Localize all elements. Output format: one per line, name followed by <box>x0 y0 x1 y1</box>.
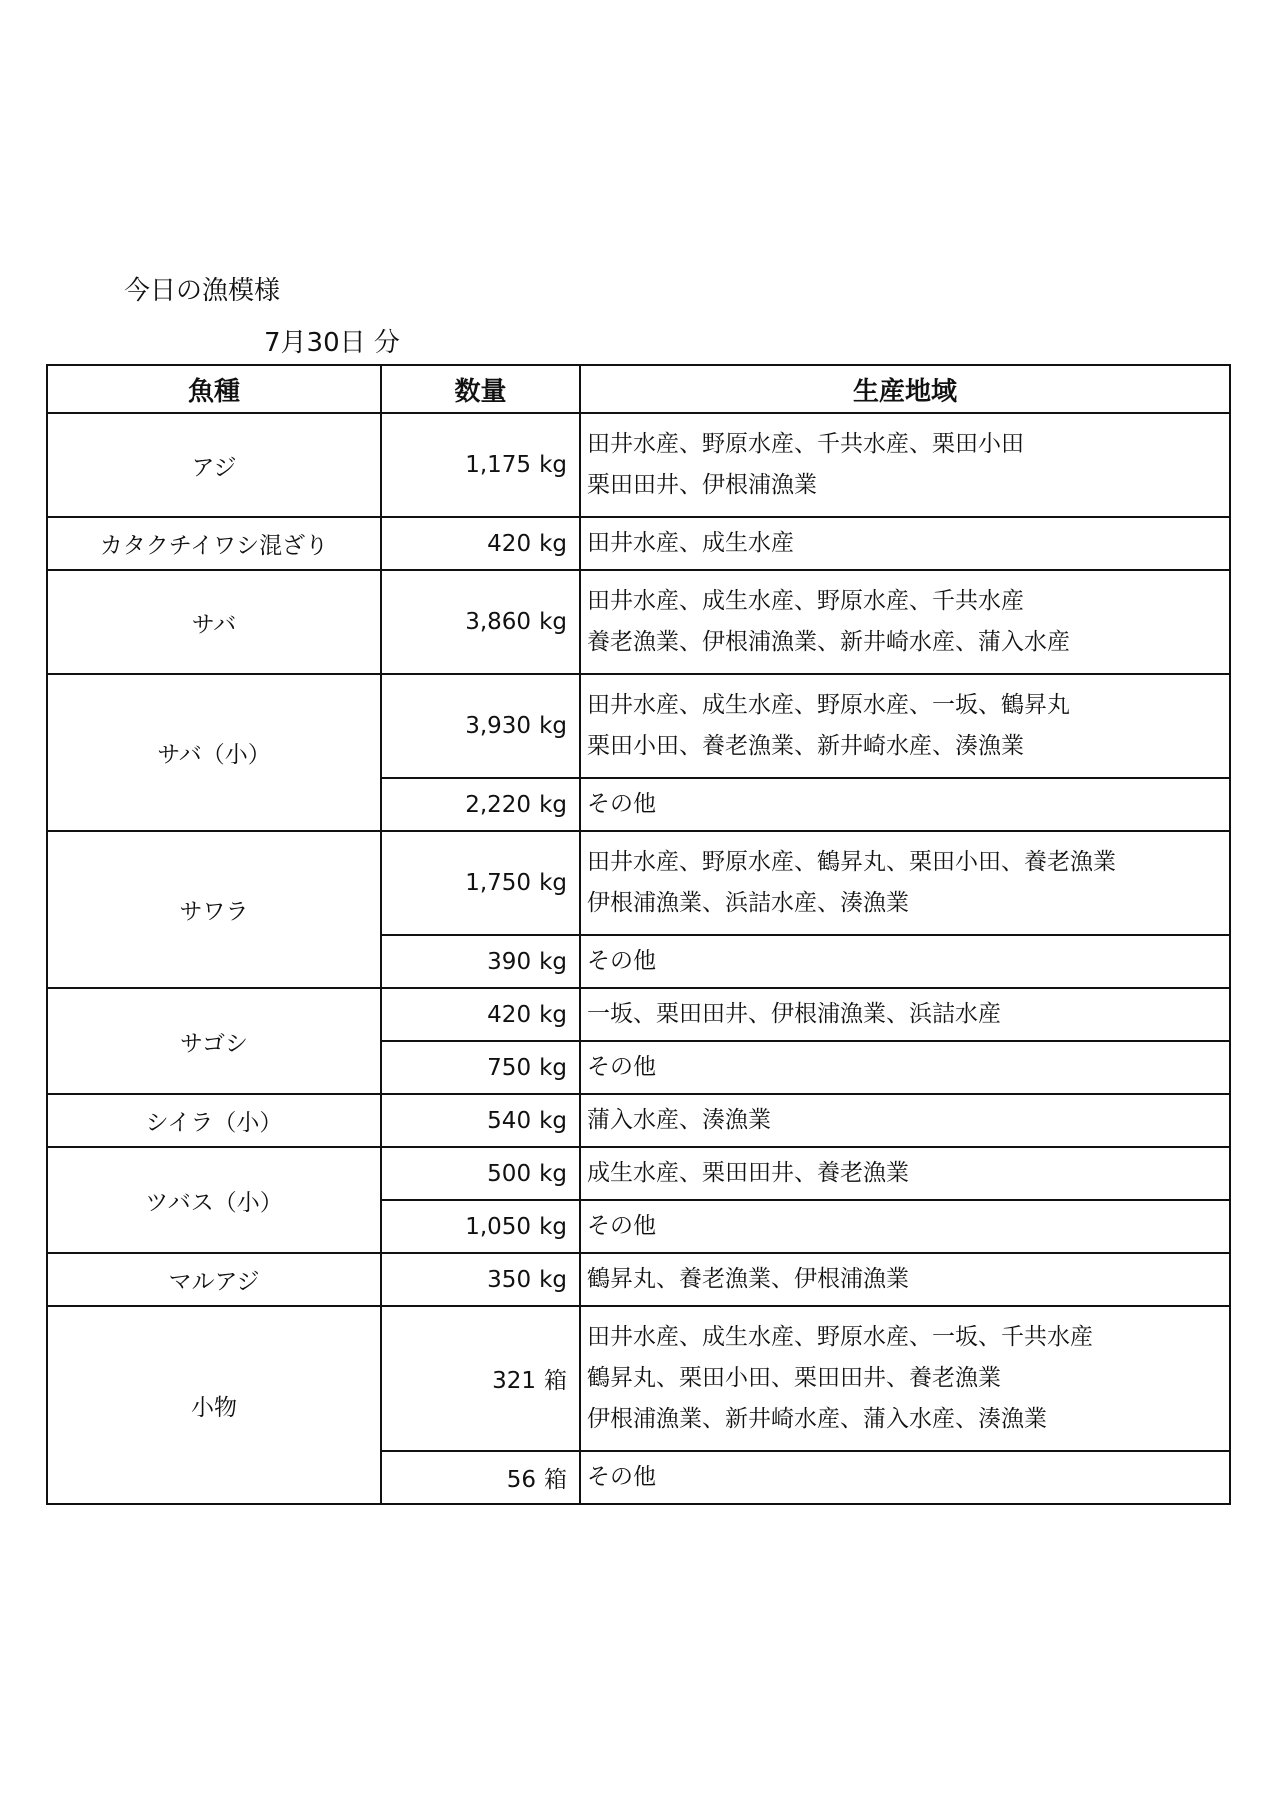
quantity-value: 750 <box>487 1054 532 1081</box>
table-body <box>47 413 1230 1504</box>
area-cell <box>580 935 1230 988</box>
area-line: 栗田田井、伊根浦漁業 <box>587 472 817 498</box>
area-cell <box>580 517 1230 570</box>
quantity-value: 540 <box>487 1107 532 1134</box>
fish-name-cell: アジ <box>47 413 381 517</box>
area-line: 田井水産、野原水産、千共水産、栗田小田 <box>587 431 1024 457</box>
table-header-row <box>47 365 1230 413</box>
quantity-cell <box>381 1200 580 1253</box>
area-line: 成生水産、栗田田井、養老漁業 <box>587 1160 909 1186</box>
area-cell <box>580 1200 1230 1253</box>
area-cell <box>580 674 1230 778</box>
quantity-cell <box>381 1094 580 1147</box>
area-cell <box>580 1253 1230 1306</box>
quantity-unit: kg <box>539 1001 567 1028</box>
area-line: 田井水産、成生水産、野原水産、一坂、鶴昇丸 <box>587 692 1070 718</box>
table-row <box>47 1306 1230 1451</box>
area-cell <box>580 778 1230 831</box>
fish-name-cell: サバ <box>47 570 381 674</box>
area-line: 田井水産、野原水産、鶴昇丸、栗田小田、養老漁業 <box>587 849 1116 875</box>
quantity-unit: kg <box>539 713 567 739</box>
area-line: その他 <box>587 1054 656 1080</box>
catch-table <box>46 364 1231 1505</box>
table-row <box>47 413 1230 517</box>
table-row <box>47 570 1230 674</box>
area-line: 一坂、栗田田井、伊根浦漁業、浜詰水産 <box>587 1001 1001 1027</box>
header-fish: 魚種 <box>47 365 381 413</box>
quantity-cell <box>381 1451 580 1504</box>
quantity-cell <box>381 778 580 831</box>
fish-name-cell: シイラ（小） <box>47 1094 381 1147</box>
area-line: その他 <box>587 1213 656 1239</box>
quantity-unit: kg <box>539 530 567 557</box>
quantity-value: 390 <box>487 948 532 975</box>
fish-name-cell: サワラ <box>47 831 381 988</box>
quantity-unit: kg <box>539 609 567 635</box>
area-line: 伊根浦漁業、浜詰水産、湊漁業 <box>587 890 909 916</box>
quantity-value: 321 <box>492 1368 536 1394</box>
table-row <box>47 988 1230 1041</box>
area-cell <box>580 413 1230 517</box>
quantity-unit: 箱 <box>544 1368 567 1394</box>
quantity-cell <box>381 1147 580 1200</box>
area-cell <box>580 1041 1230 1094</box>
table-row <box>47 831 1230 935</box>
area-cell <box>580 1306 1230 1451</box>
fish-name-cell: ツバス（小） <box>47 1147 381 1253</box>
area-line: 蒲入水産、湊漁業 <box>587 1107 771 1133</box>
header-area: 生産地域 <box>580 365 1230 413</box>
area-cell <box>580 570 1230 674</box>
quantity-value: 3,860 <box>465 609 532 635</box>
header-quantity: 数量 <box>381 365 580 413</box>
quantity-value: 1,750 <box>465 870 532 896</box>
area-line: 田井水産、成生水産、野原水産、千共水産 <box>587 588 1024 614</box>
quantity-cell <box>381 831 580 935</box>
quantity-unit: kg <box>539 1107 567 1134</box>
fish-name-cell: カタクチイワシ混ざり <box>47 517 381 570</box>
area-line: 鶴昇丸、栗田小田、栗田田井、養老漁業 <box>587 1365 1001 1391</box>
fish-name-cell: サゴシ <box>47 988 381 1094</box>
quantity-cell <box>381 517 580 570</box>
quantity-unit: kg <box>539 1266 567 1293</box>
quantity-unit: kg <box>539 452 567 478</box>
quantity-value: 350 <box>487 1266 532 1293</box>
table-row <box>47 517 1230 570</box>
quantity-unit: kg <box>539 1054 567 1081</box>
quantity-cell <box>381 1041 580 1094</box>
report-date: 7月30日 分 <box>264 328 400 358</box>
area-line: その他 <box>587 948 656 974</box>
page-title: 今日の漁模様 <box>124 276 281 306</box>
area-cell <box>580 988 1230 1041</box>
quantity-cell <box>381 1253 580 1306</box>
area-line: 養老漁業、伊根浦漁業、新井崎水産、蒲入水産 <box>587 629 1070 655</box>
quantity-value: 56 <box>506 1467 536 1493</box>
quantity-unit: kg <box>539 1213 567 1240</box>
quantity-value: 1,050 <box>465 1213 532 1240</box>
table-row <box>47 1147 1230 1200</box>
area-line: 栗田小田、養老漁業、新井崎水産、湊漁業 <box>587 733 1024 759</box>
quantity-unit: kg <box>539 948 567 975</box>
area-cell <box>580 1147 1230 1200</box>
quantity-unit: kg <box>539 1160 567 1187</box>
quantity-value: 420 <box>487 1001 532 1028</box>
quantity-cell <box>381 1306 580 1451</box>
area-line: 田井水産、成生水産 <box>587 530 794 556</box>
area-cell <box>580 831 1230 935</box>
table-row <box>47 674 1230 778</box>
area-line: 田井水産、成生水産、野原水産、一坂、千共水産 <box>587 1324 1093 1350</box>
area-line: 鶴昇丸、養老漁業、伊根浦漁業 <box>587 1266 909 1292</box>
area-cell <box>580 1451 1230 1504</box>
area-line: その他 <box>587 791 656 817</box>
quantity-value: 1,175 <box>465 452 532 478</box>
fish-name-cell: サバ（小） <box>47 674 381 831</box>
quantity-unit: 箱 <box>544 1467 567 1493</box>
quantity-cell <box>381 674 580 778</box>
area-cell <box>580 1094 1230 1147</box>
quantity-unit: kg <box>539 870 567 896</box>
quantity-cell <box>381 935 580 988</box>
quantity-cell <box>381 413 580 517</box>
quantity-value: 420 <box>487 530 532 557</box>
table-row <box>47 1253 1230 1306</box>
quantity-value: 500 <box>487 1160 532 1187</box>
quantity-value: 2,220 <box>465 791 532 818</box>
quantity-value: 3,930 <box>465 713 532 739</box>
quantity-unit: kg <box>539 791 567 818</box>
quantity-cell <box>381 570 580 674</box>
table-row <box>47 1094 1230 1147</box>
area-line: その他 <box>587 1464 656 1490</box>
quantity-cell <box>381 988 580 1041</box>
fish-name-cell: マルアジ <box>47 1253 381 1306</box>
area-line: 伊根浦漁業、新井崎水産、蒲入水産、湊漁業 <box>587 1406 1047 1432</box>
fish-name-cell: 小物 <box>47 1306 381 1504</box>
